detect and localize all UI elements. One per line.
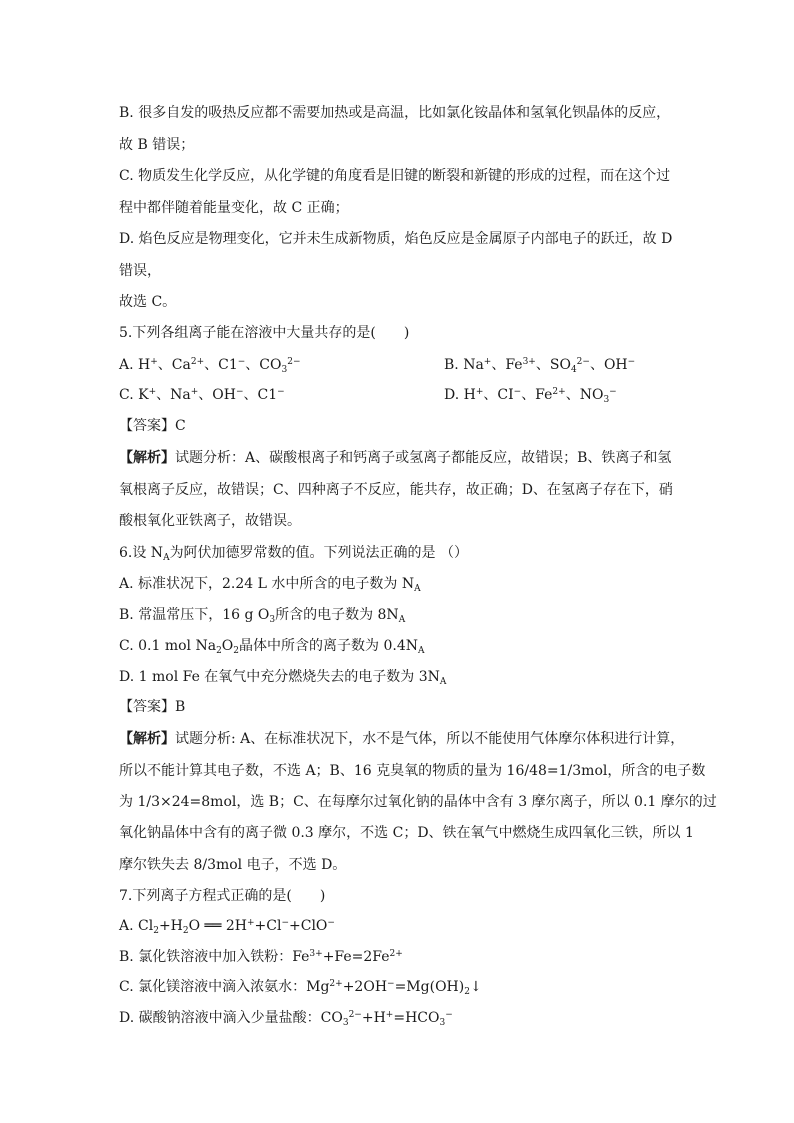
q6-analysis-line2: 所以不能计算其电子数，不选 A；B、16 克臭氧的物质的量为 16/48=1/3mol，所含的电子数 — [119, 763, 706, 779]
q5-option-d: D. H+、CI−、$Fe^{2+}$、$NO_3^-$ — [444, 387, 617, 405]
q5-option-a: A. H+、$Ca^{2+}$、C1−、$CO_3^{2-}$ — [119, 357, 301, 375]
q7-option-a: A. $Cl_2+H_2O$ ══ 2H++Cl−+ClO− — [119, 918, 335, 936]
q4-option-b-line1: B. 很多自发的吸热反应都不需要加热或是高温，比如氯化铵晶体和氢氧化钡晶体的反应， — [119, 105, 671, 121]
analysis-tag: 【解析】 — [119, 450, 175, 466]
analysis-tag: 【解析】 — [119, 731, 175, 747]
q7-option-d: D. 碳酸钠溶液中滴入少量盐酸：$CO_3^{2-}+H^+=HCO_3^-$ — [119, 1010, 453, 1028]
q7-option-b: B. 氯化铁溶液中加入铁粉：$Fe^{3+}+Fe=2Fe^{2+}$ — [119, 949, 403, 965]
q6-stem: 6.设 $N_A$为阿伏加德罗常数的值。下列说法正确的是 （） — [119, 545, 469, 563]
q5-analysis-line1: 【解析】试题分析：A、碳酸根离子和钙离子或氢离子都能反应，故错误；B、铁离子和氢 — [119, 450, 672, 466]
q6-answer: 【答案】B — [119, 699, 186, 715]
q6-option-a: A. 标准状况下，2.24 L 水中所含的电子数为 $N_A$ — [119, 576, 421, 594]
q6-analysis-line1: 【解析】试题分析: A、在标准状况下，水不是气体，所以不能使用气体摩尔体积进行计算， — [119, 731, 685, 747]
q6-option-b: B. 常温常压下，16 g $O_3$所含的电子数为 $8N_A$ — [119, 607, 406, 625]
q6-option-c: C. 0.1 mol $Na_2O_2$晶体中所含的离子数为 $0.4N_A$ — [119, 638, 425, 656]
q5-option-c: C. K+、Na+、OH−、C1− — [119, 387, 285, 403]
q5-option-b: B. Na+、$Fe^{3+}$、$SO_4^{2-}$、OH− — [444, 357, 636, 375]
q6-analysis-line4: 氧化钠晶体中含有的离子微 0.3 摩尔，不选 C；D、铁在氧气中燃烧生成四氧化三铁，所以 1 — [119, 825, 694, 841]
q4-option-d-line2: 错误， — [119, 263, 161, 279]
q4-conclusion: 故选 C。 — [119, 294, 177, 310]
q7-option-c: C. 氯化镁溶液中滴入浓氨水：$Mg^{2+}+2OH^-=Mg(OH)_2↓$ — [119, 979, 482, 997]
q4-option-c-line1: C. 物质发生化学反应，从化学键的角度看是旧键的断裂和新键的形成的过程，而在这个过 — [119, 168, 671, 184]
q5-analysis-line2: 氧根离子反应，故错误；C、四种离子不反应，能共存，故正确；D、在氢离子存在下，硝 — [119, 482, 673, 498]
q6-analysis-line3: 为 1/3×24=8mol，选 B；C、在每摩尔过氧化钠的晶体中含有 3 摩尔离子，所以 0.1 摩尔的过 — [119, 794, 717, 810]
q7-stem: 7.下列离子方程式正确的是( ) — [119, 888, 326, 904]
q4-option-b-line2: 故 B 错误； — [119, 137, 195, 153]
q4-option-d-line1: D. 焰色反应是物理变化，它并未生成新物质，焰色反应是金属原子内部电子的跃迁，故 D — [119, 231, 673, 247]
q5-answer: 【答案】C — [119, 418, 186, 434]
q4-option-c-line2: 程中都伴随着能量变化，故 C 正确； — [119, 200, 349, 216]
q5-analysis-line3: 酸根氧化亚铁离子，故错误。 — [119, 513, 301, 529]
q6-analysis-line5: 摩尔铁失去 8/3mol 电子，不选 D。 — [119, 857, 347, 873]
q5-stem: 5.下列各组离子能在溶液中大量共存的是( ) — [119, 325, 410, 341]
q6-option-d: D. 1 mol Fe 在氧气中充分燃烧失去的电子数为 $3N_A$ — [119, 669, 447, 687]
